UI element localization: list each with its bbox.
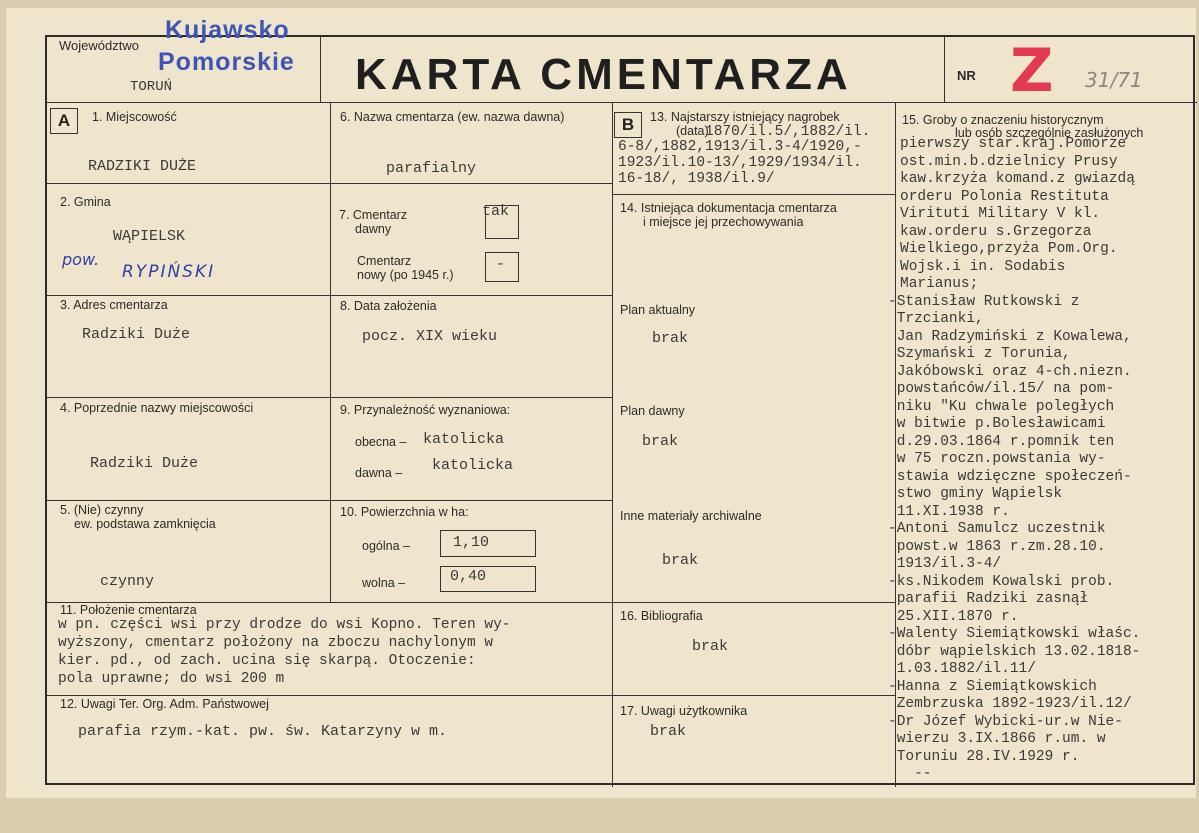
field-2-label: 2. Gmina — [60, 195, 111, 209]
field-9-obecna-label: obecna – — [355, 435, 407, 449]
nr-label: NR — [957, 68, 976, 83]
field-15-line: powstańców/il.15/ na pom- — [888, 381, 1115, 397]
field-3-label: 3. Adres cmentarza — [60, 298, 168, 312]
field-5-value: czynny — [100, 573, 155, 590]
plan-aktualny-value: brak — [652, 330, 689, 347]
torun-text: TORUŃ — [130, 79, 173, 95]
wojewodztwo-label: Województwo — [59, 38, 139, 53]
field-8-label: 8. Data założenia — [340, 299, 437, 313]
field-11-line-1: w pn. części wsi przy drodze do wsi Kopno. Teren wy- — [58, 617, 511, 633]
field-15-line: 1913/il.3-4/ — [888, 556, 1002, 572]
field-13-line-2: 6-8/,1882,1913/il.3-4/1920,- — [618, 139, 862, 155]
field-6-value: parafialny — [386, 160, 477, 177]
field-15-line: ost.min.b.dzielnicy Prusy — [900, 153, 1118, 170]
field-14-label-2: i miejsce jej przechowywania — [643, 215, 804, 229]
header-divider-v2 — [944, 37, 945, 102]
field-15-line: Jan Radzymiński z Kowalewa, — [888, 328, 1132, 345]
field-17-label: 17. Uwagi użytkownika — [620, 704, 748, 718]
voivodeship-stamp-line2: Pomorskie — [158, 48, 295, 76]
column-divider-2 — [612, 102, 613, 787]
field-7-dawny-value: tak — [482, 203, 510, 220]
section-a-marker: A — [50, 108, 78, 134]
row-divider-6 — [47, 695, 895, 696]
field-15-line: pierwszy star.kraj.Pomorze — [900, 136, 1127, 152]
field-15-line: -Stanisław Rutkowski z — [888, 293, 1080, 310]
field-15-line: d.29.03.1864 r.pomnik ten — [888, 433, 1115, 450]
field-15-line: Szymański z Torunia, — [888, 346, 1071, 362]
nr-pencil-number: 31/71 — [1085, 68, 1143, 92]
row-divider-col3 — [612, 194, 895, 195]
voivodeship-stamp-line1: Kujawsko — [165, 16, 290, 44]
field-16-label: 16. Bibliografia — [620, 609, 703, 623]
field-10-label: 10. Powierzchnia w ha: — [340, 505, 469, 519]
page-title: KARTA CMENTARZA — [355, 50, 852, 99]
inne-materialy-label: Inne materiały archiwalne — [620, 509, 762, 523]
field-13-label-2: (data) — [676, 124, 709, 138]
field-7-label-3: Cmentarz — [357, 254, 412, 268]
plan-dawny-label: Plan dawny — [620, 404, 685, 418]
field-1-value: RADZIKI DUŻE — [88, 158, 197, 175]
field-15-line: Virituti Military V kl. — [900, 206, 1101, 222]
field-1-label: 1. Miejscowość — [92, 110, 177, 124]
field-11-label: 11. Położenie cmentarza — [60, 603, 197, 617]
field-15-line: -Dr Józef Wybicki-ur.w Nie- — [888, 713, 1123, 730]
field-2-hand-district: RYPIŃSKI — [122, 262, 216, 282]
field-15-line: -Walenty Siemiątkowski właśc. — [888, 626, 1141, 642]
row-divider-4 — [47, 500, 612, 501]
field-9-obecna-value: katolicka — [423, 431, 505, 448]
field-15-line: stawia wdzięczne społeczeń- — [888, 468, 1132, 485]
field-13-label: 13. Najstarszy istniejący nagrobek — [650, 110, 840, 124]
field-4-label: 4. Poprzednie nazwy miejscowości — [60, 401, 254, 415]
field-15-line: w bitwie p.Bolesławicami — [888, 416, 1106, 432]
field-5-label-2: ew. podstawa zamknięcia — [74, 517, 216, 531]
field-11-line-2: wyższony, cmentarz położony na zboczu nachylonym w — [58, 635, 494, 651]
section-b-marker: B — [614, 112, 642, 138]
field-15-line: Wojsk.i in. Sodabis — [900, 258, 1066, 275]
field-3-value: Radziki Duże — [82, 326, 191, 343]
field-16-value: brak — [692, 638, 729, 655]
field-15-label: 15. Groby o znaczeniu historycznym — [902, 113, 1104, 127]
field-6-label: 6. Nazwa cmentarza (ew. nazwa dawna) — [340, 110, 565, 124]
field-2-hand-pow: pow. — [62, 250, 100, 269]
field-8-value: pocz. XIX wieku — [362, 328, 498, 345]
row-divider-1 — [47, 183, 612, 184]
field-9-label: 9. Przynależność wyznaniowa: — [340, 403, 511, 417]
field-15-line: -Hanna z Siemiątkowskich — [888, 678, 1097, 695]
header-divider-v1 — [320, 37, 321, 102]
field-9-dawna-value: katolicka — [432, 457, 514, 474]
field-15-line: Marianus; — [900, 276, 979, 292]
field-13-line-3: 1923/il.10-13/,1929/1934/il. — [618, 155, 862, 171]
inne-materialy-value: brak — [662, 552, 699, 569]
field-9-dawna-label: dawna – — [355, 466, 403, 480]
field-15-line: kaw.krzyża komand.z gwiazdą — [900, 171, 1135, 187]
field-4-value: Radziki Duże — [90, 455, 199, 472]
plan-dawny-value: brak — [642, 433, 679, 450]
field-15-line: Wielkiego,przyża Pom.Org. — [900, 241, 1118, 257]
field-15-line: wierzu 3.IX.1866 r.um. w — [888, 731, 1106, 747]
field-15-line: Zembrzuska 1892-1923/il.12/ — [888, 696, 1132, 712]
field-10-wolna-label: wolna – — [362, 576, 406, 590]
field-12-label: 12. Uwagi Ter. Org. Adm. Państwowej — [60, 697, 269, 711]
nr-letter-z: Z — [1010, 36, 1054, 106]
field-15-line: niku "Ku chwale poległych — [888, 398, 1115, 415]
field-15-line: -Antoni Samulcz uczestnik — [888, 521, 1106, 537]
column-divider-1 — [330, 102, 331, 602]
field-15-line: -- — [888, 766, 932, 782]
field-15-line: w 75 roczn.powstania wy- — [888, 451, 1106, 467]
field-7-label: 7. Cmentarz — [339, 208, 408, 222]
field-15-line: Jakóbowski oraz 4-ch.niezn. — [888, 363, 1132, 380]
field-11-line-3: kier. pd., od zach. ucina się skarpą. Otoczenie: — [58, 653, 476, 669]
field-10-wolna-value: 0,40 — [450, 568, 487, 585]
field-15-line: dóbr wąpielskich 13.02.1818- — [888, 643, 1141, 660]
field-15-line: 1.03.1882/il.11/ — [888, 661, 1036, 677]
field-11-line-4: pola uprawne; do wsi 200 m — [58, 671, 285, 687]
field-15-line: kaw.orderu s.Grzegorza — [900, 223, 1092, 240]
field-7-label-4: nowy (po 1945 r.) — [357, 268, 454, 282]
field-15-line: orderu Polonia Restituta — [900, 188, 1109, 205]
field-15-line: Trzcianki, — [888, 311, 984, 327]
field-15-line: 25.XII.1870 r. — [888, 608, 1019, 625]
plan-aktualny-label: Plan aktualny — [620, 303, 696, 317]
field-15-line: Toruniu 28.IV.1929 r. — [888, 748, 1080, 765]
row-divider-3 — [47, 397, 612, 398]
field-10-ogolna-value: 1,10 — [453, 534, 490, 551]
field-13-line-1: 1870/il.5/,1882/il. — [705, 124, 871, 140]
field-15-label-2: lub osób szczególnie zasłużonych — [955, 126, 1144, 140]
field-7-label-2: dawny — [355, 222, 392, 236]
field-12-value: parafia rzym.-kat. pw. św. Katarzyny w m. — [78, 723, 448, 740]
field-15-line: 11.XI.1938 r. — [888, 503, 1010, 520]
field-15-line: parafii Radziki zasnął — [888, 591, 1089, 607]
field-5-label: 5. (Nie) czynny — [60, 503, 144, 517]
field-15-line: -ks.Nikodem Kowalski prob. — [888, 573, 1115, 590]
field-15-line: stwo gminy Wąpielsk — [888, 486, 1063, 502]
field-7-nowy-value: - — [496, 256, 506, 273]
field-10-ogolna-label: ogólna – — [362, 539, 410, 553]
field-14-label: 14. Istniejąca dokumentacja cmentarza — [620, 201, 837, 215]
field-17-value: brak — [650, 723, 687, 740]
field-2-value: WĄPIELSK — [113, 228, 186, 245]
field-15-line: powst.w 1863 r.zm.28.10. — [888, 538, 1106, 555]
row-divider-2 — [47, 295, 612, 296]
field-13-line-4: 16-18/, 1938/il.9/ — [618, 171, 775, 187]
